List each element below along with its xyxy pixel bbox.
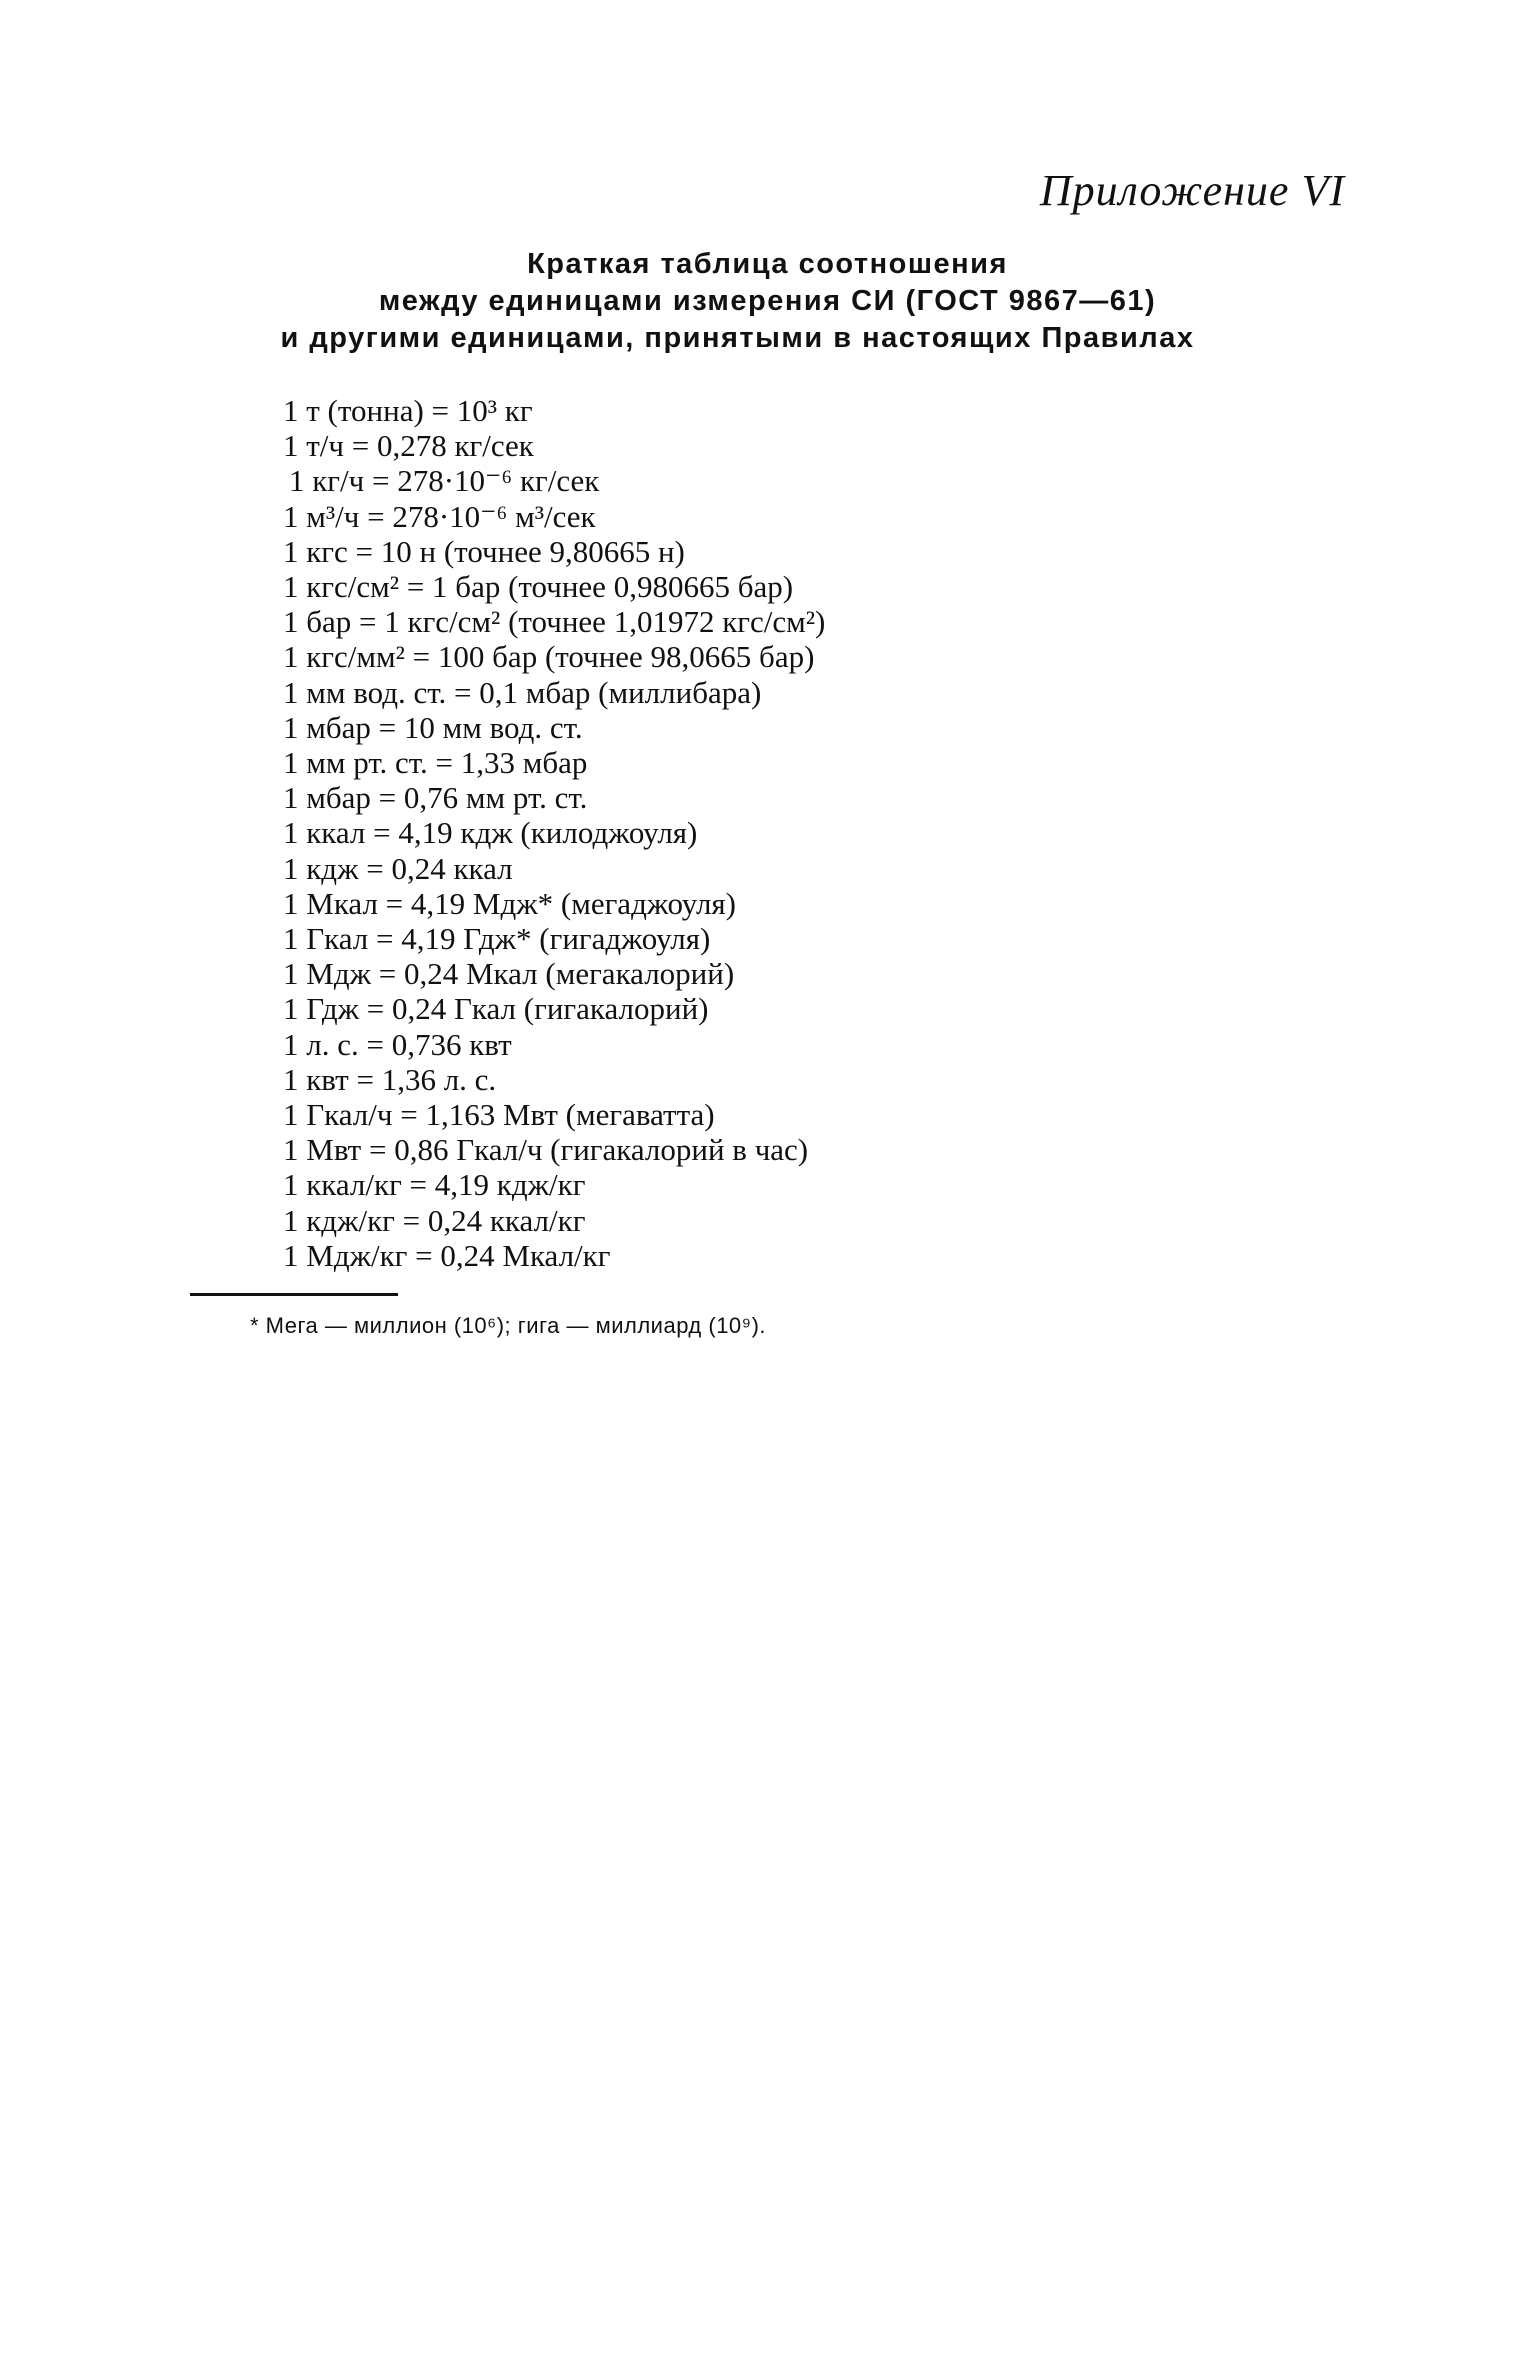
conversion-item: 1 Мдж = 0,24 Мкал (мегакалорий) [283,956,735,992]
conversion-item: 1 кгс/см² = 1 бар (точнее 0,980665 бар) [283,569,794,605]
heading-line-2: между единицами измерения СИ (ГОСТ 9867—61) [378,285,1157,317]
conversion-item: 1 т/ч = 0,278 кг/сек [283,428,534,464]
conversion-item: 1 мбар = 0,76 мм рт. ст. [283,780,588,816]
conversion-item: 1 мм вод. ст. = 0,1 мбар (миллибара) [283,674,762,710]
table-heading [0,246,1535,357]
conversion-item: 1 бар = 1 кгс/см² (точнее 1,01972 кгс/см²) [283,604,826,640]
heading-line-3: и другими единицами, принятыми в настоящих Правилах [280,322,1195,354]
footnote: * Мега — миллион (10⁶); гига — миллиард (10⁹). [250,1313,767,1338]
conversion-item: 1 кдж/кг = 0,24 ккал/кг [283,1202,586,1238]
conversion-item: 1 Гкал/ч = 1,163 Мвт (мегаватта) [283,1097,715,1133]
conversion-item: 1 кг/ч = 278·10⁻⁶ кг/сек [289,463,600,499]
conversion-item: 1 Гкал = 4,19 Гдж* (гигаджоуля) [283,921,711,957]
conversion-item: 1 т (тонна) = 10³ кг [283,393,533,428]
conversion-item: 1 Мкал = 4,19 Мдж* (мегаджоуля) [283,885,736,921]
conversion-item: 1 Мвт = 0,86 Гкал/ч (гигакалорий в час) [283,1132,809,1168]
conversion-list [283,393,825,1273]
conversion-item: 1 квт = 1,36 л. с. [283,1061,497,1097]
appendix-label: Приложение VI [1039,166,1345,215]
conversion-item: 1 мм рт. ст. = 1,33 мбар [283,745,588,781]
conversion-item: 1 кдж = 0,24 ккал [283,850,513,886]
conversion-item: 1 кгс = 10 н (точнее 9,80665 н) [283,533,685,569]
conversion-item: 1 Гдж = 0,24 Гкал (гигакалорий) [283,991,709,1027]
conversion-item: 1 м³/ч = 278·10⁻⁶ м³/сек [283,498,596,534]
heading-line-1: Краткая таблица соотношения [527,248,1008,280]
footnote-divider [190,1293,398,1296]
conversion-item: 1 мбар = 10 мм вод. ст. [283,709,583,745]
conversion-item: 1 л. с. = 0,736 квт [283,1026,512,1062]
conversion-item: 1 Мдж/кг = 0,24 Мкал/кг [283,1237,611,1273]
conversion-item: 1 ккал = 4,19 кдж (килоджоуля) [283,815,698,851]
conversion-item: 1 кгс/мм² = 100 бар (точнее 98,0665 бар) [283,639,815,675]
conversion-item: 1 ккал/кг = 4,19 кдж/кг [283,1167,586,1203]
